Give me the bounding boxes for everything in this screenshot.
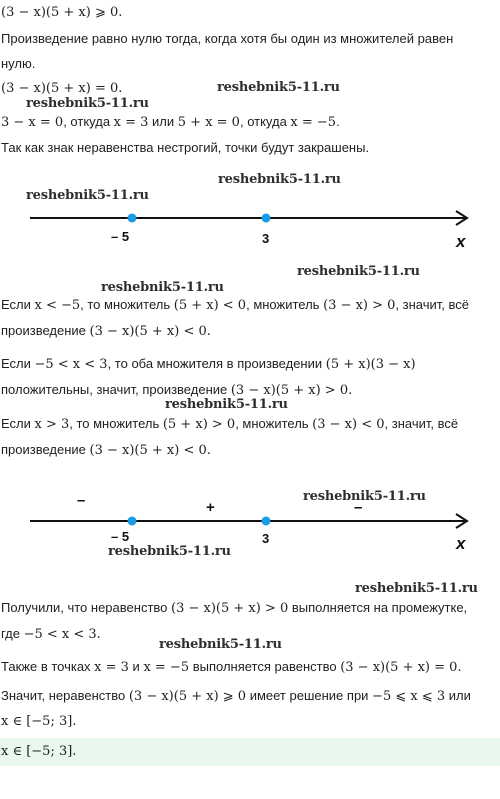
watermark: reshebnik5-11.ru xyxy=(297,264,420,279)
case-2-line-1: Если −5 < x < 3, то оба множителя в произведении (5 + x)(3 − x) xyxy=(1,356,416,372)
text-line: Так как знак неравенства нестрогий, точки будут закрашены. xyxy=(1,140,370,155)
roots-line: 3 − x = 0, откуда x = 3 или 5 + x = 0, откуда x = −5. xyxy=(1,114,340,130)
number-line-2 xyxy=(0,488,500,554)
solution-line-2: x ∈ [−5; 3]. xyxy=(1,714,77,729)
point-label-minus-5: – 5 xyxy=(111,529,130,544)
point-label-3: 3 xyxy=(262,231,270,246)
sign-left: – xyxy=(77,492,86,509)
point-label-minus-5: – 5 xyxy=(111,229,130,244)
sign-right: – xyxy=(354,499,363,516)
watermark: reshebnik5-11.ru xyxy=(26,96,149,111)
axis-label: x xyxy=(456,232,466,251)
answer-box xyxy=(0,738,500,766)
case-2-line-2: положительны, значит, произведение (3 − x)(5 + x) > 0. xyxy=(1,382,353,398)
watermark: reshebnik5-11.ru xyxy=(101,280,224,295)
number-line-1 xyxy=(0,205,500,255)
watermark: reshebnik5-11.ru xyxy=(26,188,149,203)
given-inequality: (3 − x)(5 + x) ⩾ 0. xyxy=(1,5,123,20)
text-line: Произведение равно нулю тогда, когда хотя бы один из множителей равен xyxy=(1,31,454,46)
conclusion-line-1: Получили, что неравенство (3 − x)(5 + x) > 0 выполняется на промежутке, xyxy=(1,600,468,616)
point-3 xyxy=(262,517,271,526)
point-minus-5 xyxy=(128,517,137,526)
watermark: reshebnik5-11.ru xyxy=(218,172,341,187)
equation-line: (3 − x)(5 + x) = 0. xyxy=(1,81,123,96)
point-label-3: 3 xyxy=(262,531,270,546)
conclusion-line-2: где −5 < x < 3. xyxy=(1,626,101,642)
point-minus-5 xyxy=(128,214,137,223)
watermark: reshebnik5-11.ru xyxy=(165,397,288,412)
point-3 xyxy=(262,214,271,223)
points-equality-line: Также в точках x = 3 и x = −5 выполняется равенство (3 − x)(5 + x) = 0. xyxy=(1,659,462,675)
answer-text: x ∈ [−5; 3]. xyxy=(1,744,77,759)
watermark: reshebnik5-11.ru xyxy=(108,544,231,559)
case-1-line-2: произведение (3 − x)(5 + x) < 0. xyxy=(1,323,211,339)
watermark: reshebnik5-11.ru xyxy=(159,637,282,652)
watermark: reshebnik5-11.ru xyxy=(217,80,340,95)
case-3-line-2: произведение (3 − x)(5 + x) < 0. xyxy=(1,442,211,458)
axis-label: x xyxy=(456,534,466,553)
watermark: reshebnik5-11.ru xyxy=(303,489,426,504)
case-3-line-1: Если x > 3, то множитель (5 + x) > 0, множитель (3 − x) < 0, значит, всё xyxy=(1,416,459,432)
text-line: нулю. xyxy=(1,56,36,71)
case-1-line-1: Если x < −5, то множитель (5 + x) < 0, множитель (3 − x) > 0, значит, всё xyxy=(1,297,469,313)
sign-middle: + xyxy=(206,499,215,516)
watermark: reshebnik5-11.ru xyxy=(355,581,478,596)
solution-line-1: Значит, неравенство (3 − x)(5 + x) ⩾ 0 имеет решение при −5 ⩽ x ⩽ 3 или xyxy=(1,688,471,704)
